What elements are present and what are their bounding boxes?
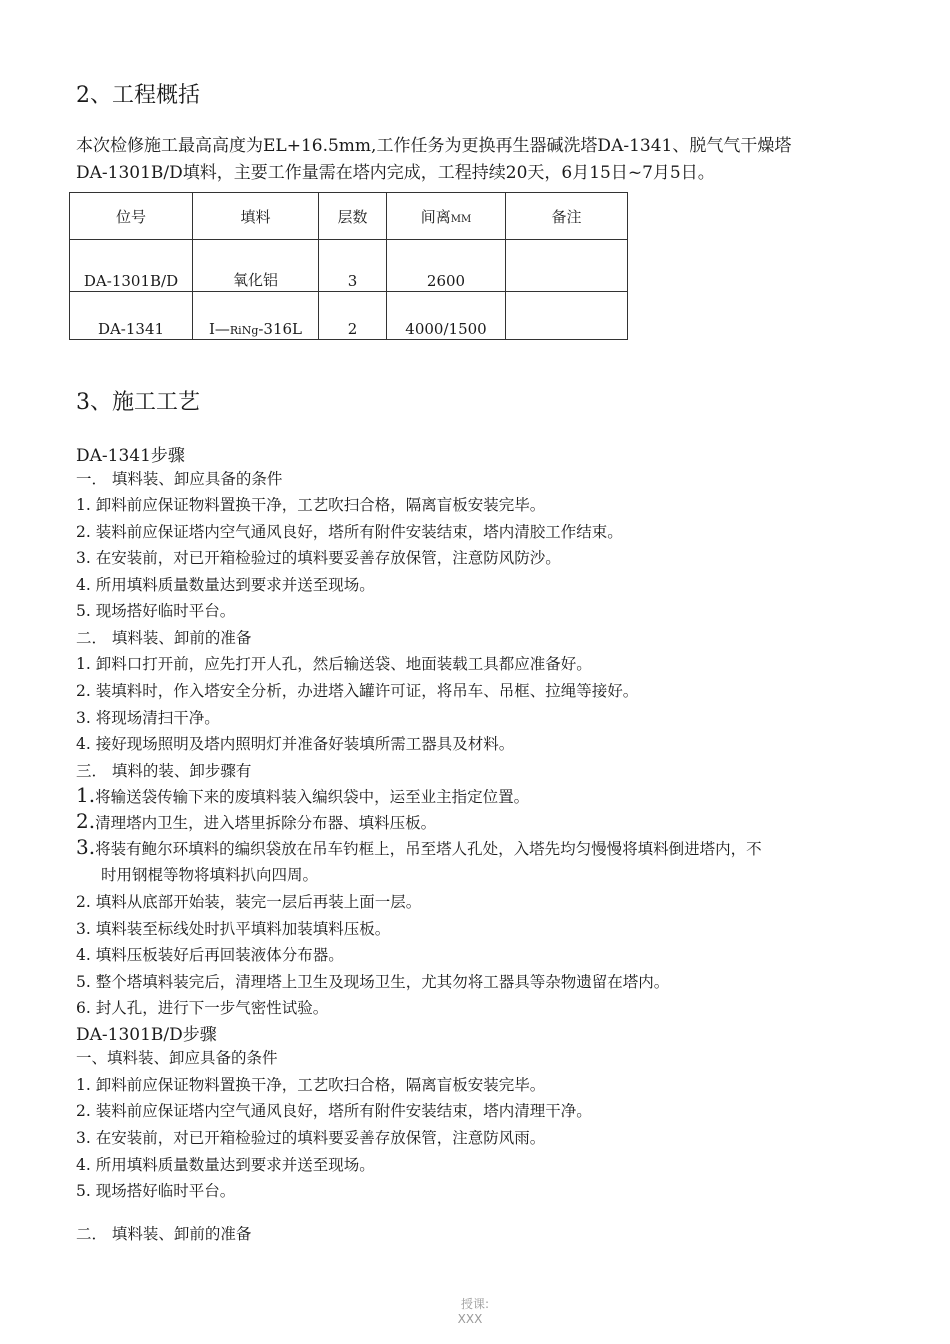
list-item: 4. 接好现场照明及塔内照明灯并准备好装填所需工器具及材料。 [76,735,515,753]
section3-heading: 3、施工工艺 [76,390,200,415]
section2-paragraph-line1: 本次检修施工最高高度为EL+16.5mm,工作任务为更换再生器碱洗塔DA-1341、脱气气干燥塔 [76,136,792,156]
list-item: 6. 封人孔，进行下一步气密性试验。 [76,999,329,1017]
list-item: 4. 所用填料质量数量达到要求并送至现场。 [76,576,375,594]
list-item: 4. 所用填料质量数量达到要求并送至现场。 [76,1156,375,1174]
da1301-part2-heading: 二． 填料装、卸前的准备 [76,1225,252,1243]
list-item: 1. 卸料口打开前，应先打开人孔，然后输送袋、地面装载工具都应准备好。 [76,655,592,673]
packing-table [69,192,628,340]
header-layers: 层数 [319,193,387,240]
cell-packing-part-b: RiNg [229,324,259,337]
list-item: 3. 在安装前，对已开箱检验过的填料要妥善存放保管，注意防风雨。 [76,1129,546,1147]
list-item: 2. 装料前应保证塔内空气通风良好，塔所有附件安装结束，塔内清理干净。 [76,1102,592,1120]
list-item: 2. 装料前应保证塔内空气通风良好，塔所有附件安装结束，塔内清胶工作结束。 [76,523,623,541]
da1341-title: DA-1341步骤 [76,446,185,466]
list-item: 2. 填料从底部开始装，装完一层后再装上面一层。 [76,893,422,911]
da1301-part1-heading: 一、填料装、卸应具备的条件 [76,1049,278,1067]
header-tag: 位号 [70,193,193,240]
list-item-text: 将输送袋传输下来的废填料装入编织袋中，运至业主指定位置。 [95,788,530,806]
cell-tag: DA-1341 [70,292,193,340]
cell-packing [193,292,319,340]
header-distance-label: 间离 [420,207,451,226]
cell-distance: 4000/1500 [387,292,506,340]
cell-note [506,292,628,340]
cell-packing: 氧化铝 [193,240,319,292]
list-item: 2. 装填料时，作入塔安全分析，办进塔入罐许可证，将吊车、吊框、拉绳等接好。 [76,682,639,700]
list-item-number: 2. [76,809,96,833]
list-item: 1. 卸料前应保证物料置换干净，工艺吹扫合格，隔离盲板安装完毕。 [76,496,546,514]
list-item-number: 1. [76,783,96,807]
section2-paragraph-line2: DA-1301B/D填料，主要工作量需在塔内完成，工程持续20天，6月15日~7月5日。 [76,163,715,183]
list-item-text: 将装有鲍尔环填料的编织袋放在吊车钓框上，吊至塔人孔处，入塔先均匀慢慢将填料倒进塔内，不 [95,840,762,858]
list-item: 4. 填料压板装好后再回装液体分布器。 [76,946,344,964]
header-note: 备注 [506,193,628,240]
list-item [76,783,529,807]
list-item: 1. 卸料前应保证物料置换干净，工艺吹扫合格，隔离盲板安装完毕。 [76,1076,546,1094]
list-item: 5. 现场搭好临时平台。 [76,602,236,620]
cell-packing-part-c: -316L [258,320,303,338]
list-item-text: 清理塔内卫生，进入塔里拆除分布器、填料压板。 [95,814,437,832]
cell-distance: 2600 [387,240,506,292]
footer-label: 授课: [460,1297,490,1311]
header-packing: 填料 [193,193,319,240]
cell-tag: DA-1301B/D [70,240,193,292]
header-distance-unit: MM [450,213,472,225]
list-item-number: 3. [76,835,96,859]
cell-layers: 2 [319,292,387,340]
section2-heading: 2、工程概括 [76,83,200,108]
list-item-continuation: 时用钢棍等物将填料扒向四周。 [101,866,319,884]
table-row [70,240,628,292]
list-item: 5. 现场搭好临时平台。 [76,1182,236,1200]
list-item: 3. 将现场清扫干净。 [76,709,220,727]
header-distance [387,193,506,240]
list-item [76,809,436,833]
cell-note [506,240,628,292]
list-item: 5. 整个塔填料装完后，清理塔上卫生及现场卫生，尤其勿将工器具等杂物遗留在塔内。 [76,973,670,991]
cell-packing-part-a: I— [208,320,230,338]
da1341-part2-heading: 二． 填料装、卸前的准备 [76,629,252,647]
footer-name: XXX [457,1312,483,1326]
da1341-part3-heading: 三． 填料的装、卸步骤有 [76,762,252,780]
table-header-row [70,193,628,240]
list-item: 3. 在安装前，对已开箱检验过的填料要妥善存放保管，注意防风防沙。 [76,549,561,567]
da1301-title: DA-1301B/D步骤 [76,1025,217,1045]
list-item: 3. 填料装至标线处时扒平填料加装填料压板。 [76,920,391,938]
table-row [70,292,628,340]
da1341-part1-heading: 一． 填料装、卸应具备的条件 [76,470,283,488]
cell-layers: 3 [319,240,387,292]
list-item [76,835,762,859]
